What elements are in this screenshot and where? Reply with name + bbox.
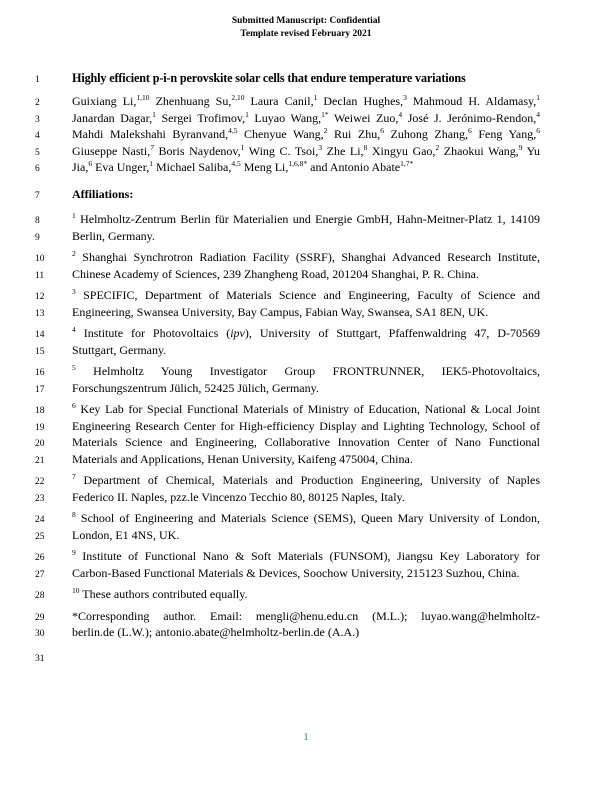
- page-number: 1: [303, 731, 309, 743]
- paragraph-affiliation-2: [35, 250, 612, 283]
- line-row: [35, 364, 612, 381]
- line-number: 5: [35, 147, 40, 158]
- line-text: $^2$ Shanghai Synchrotron Radiation Facility (SSRF), Shanghai Advanced Research Institute,: [72, 249, 540, 264]
- line-number: 18: [35, 406, 45, 416]
- line-text: Materials Science and Engineering, Collaborative Innovation Center of Nano Functional: [72, 435, 540, 449]
- line-text: Mahdi Malekshahi Byranvand,$^{4,5}$ Chenyue Wang,$^2$ Rui Zhu,$^6$ Zuhong Zhang,$^6$ Feng Yang,$^6$: [72, 126, 540, 141]
- line-text: Jia,$^6$ Eva Unger,$^1$ Michael Saliba,$^{4,5}$ Meng Li,$^{1,6,8*}$ and Antonio Abate$^{1,7*}$: [72, 159, 414, 174]
- line-row: [35, 326, 612, 343]
- line-number: 31: [35, 654, 45, 664]
- paragraph-equal-contribution-note: [35, 587, 612, 604]
- line-number: 2: [35, 98, 40, 108]
- line-number: 11: [35, 270, 45, 281]
- line-number: 24: [35, 515, 45, 525]
- paragraph-title: [35, 70, 612, 89]
- line-row: [35, 452, 612, 469]
- paragraph-corresponding-author: [35, 609, 612, 642]
- line-number: 29: [35, 612, 45, 623]
- line-row: [35, 587, 612, 604]
- line-number: 22: [35, 477, 45, 487]
- line-number: 8: [35, 216, 40, 226]
- header-line-1: Submitted Manuscript: Confidential: [231, 16, 381, 26]
- line-row: [35, 609, 612, 626]
- line-number: 17: [35, 384, 45, 395]
- paragraph-blank-line: [35, 647, 612, 667]
- document-body: [35, 70, 612, 667]
- line-number: 23: [35, 493, 45, 504]
- line-text: Giuseppe Nasti,$^7$ Boris Naydenov,$^1$ Wing C. Tsoi,$^3$ Zhe Li,$^8$ Xingyu Gao,$^2$ Zhaokui Wang,$^9$ Yu: [72, 142, 541, 158]
- line-text: $^{10}$ These authors contributed equally.: [72, 586, 248, 601]
- line-row: [35, 402, 612, 419]
- paragraph-affiliation-5: [35, 364, 612, 397]
- line-number: 28: [35, 591, 45, 601]
- line-row: [35, 305, 612, 322]
- line-text: London, E1 4NS, UK.: [72, 527, 180, 542]
- line-row: [35, 229, 612, 246]
- line-row: [35, 187, 612, 204]
- line-text: $^4$ Institute for Photovoltaics (ipv), University of Stuttgart, Pfaffenwaldring 47, D-70569: [72, 325, 541, 340]
- line-text: Stuttgart, Germany.: [72, 342, 167, 357]
- line-row: [35, 127, 612, 144]
- header-line-2: Template revised February 2021: [240, 29, 372, 39]
- line-number: 1: [35, 75, 40, 85]
- line-text: Federico II. Naples, pzz.le Vincenzo Tecchio 80, 80125 Naples, Italy.: [72, 489, 405, 504]
- line-text: Forschungszentrum Jülich, 52425 Jülich, Germany.: [72, 380, 319, 395]
- line-number: 27: [35, 569, 45, 580]
- line-text: Berlin, Germany.: [72, 228, 155, 243]
- paragraph-affiliations-heading: [35, 187, 612, 204]
- line-text: Affiliations:: [72, 186, 134, 201]
- line-row: [35, 473, 612, 490]
- line-text: Guixiang Li,$^{1,10}$ Zhenhuang Su,$^{2,10}$ Laura Canil,$^1$ Declan Hughes,$^3$ Mahmoud H. Aldamasy,$^1$: [72, 93, 541, 108]
- line-text: $^8$ School of Engineering and Materials Science (SEMS), Queen Mary University of London,: [72, 510, 540, 525]
- line-number: 6: [35, 164, 40, 174]
- line-number: 25: [35, 531, 45, 542]
- line-row: [35, 647, 612, 667]
- line-text: Engineering, Swansea University, Bay Campus, Fabian Way, Swansea, SA1 8EN, UK.: [72, 304, 489, 319]
- line-number: 4: [35, 131, 40, 141]
- line-number: 14: [35, 330, 45, 340]
- line-row: [35, 288, 612, 305]
- line-row: [35, 490, 612, 507]
- line-number: 16: [35, 368, 45, 378]
- line-text: Janardan Dagar,$^1$ Sergei Trofimov,$^1$ Luyao Wang,$^{1*}$ Weiwei Zuo,$^4$ José J. Jerónimo-Rendon,$^4$: [72, 109, 541, 125]
- line-number: 10: [35, 254, 45, 264]
- paragraph-affiliation-3: [35, 288, 612, 321]
- line-text: Engineering Research Center for High-efficiency Display and Lighting Technology, School of: [72, 418, 540, 433]
- line-row: [35, 94, 612, 111]
- line-text: Carbon-Based Functional Materials & Devices, Soochow University, 215123 Suzhou, China.: [72, 565, 520, 580]
- line-text: [72, 647, 540, 662]
- line-number: 26: [35, 553, 45, 563]
- line-number: 9: [35, 232, 40, 243]
- line-row: [35, 435, 612, 452]
- paragraph-affiliation-7: [35, 473, 612, 506]
- paragraph-affiliation-1: [35, 212, 612, 245]
- line-text: Chinese Academy of Sciences, 239 Zhangheng Road, 201204 Shanghai, P. R. China.: [72, 266, 479, 281]
- line-row: [35, 528, 612, 545]
- line-number: 30: [35, 629, 45, 639]
- line-number: 3: [35, 114, 40, 125]
- line-row: [35, 419, 612, 436]
- line-row: [35, 250, 612, 267]
- paragraph-affiliation-8: [35, 511, 612, 544]
- line-number: 15: [35, 346, 45, 357]
- line-row: [35, 144, 612, 161]
- line-text: berlin.de (L.W.); antonio.abate@helmholtz-berlin.de (A.A.): [72, 625, 360, 639]
- line-text: Materials and Applications, Henan University, Kaifeng 475004, China.: [72, 451, 413, 466]
- line-row: [35, 625, 612, 642]
- line-text: $^3$ SPECIFIC, Department of Materials Science and Engineering, Faculty of Science and: [72, 287, 540, 302]
- line-text: Highly efficient p-i-n perovskite solar cells that endure temperature variations: [72, 71, 466, 85]
- line-row: [35, 70, 612, 89]
- line-number: 13: [35, 308, 45, 319]
- line-row: [35, 343, 612, 360]
- line-text: $^1$ Helmholtz-Zentrum Berlin für Materialien und Energie GmbH, Hahn-Meitner-Platz 1, 14109: [72, 211, 540, 226]
- line-number: 21: [35, 455, 45, 466]
- paragraph-affiliation-4: [35, 326, 612, 359]
- line-number: 20: [35, 439, 45, 449]
- line-row: [35, 267, 612, 284]
- manuscript-header: [0, 0, 612, 41]
- paragraph-affiliation-6: [35, 402, 612, 468]
- line-row: [35, 111, 612, 128]
- line-text: $^5$ Helmholtz Young Investigator Group FRONTRUNNER, IEK5-Photovoltaics,: [72, 363, 540, 378]
- page-number-footer: [0, 731, 612, 743]
- line-number: 19: [35, 422, 45, 433]
- paragraph-affiliation-9: [35, 549, 612, 582]
- line-text: $^7$ Department of Chemical, Materials and Production Engineering, University of Naples: [72, 472, 540, 487]
- line-number: 12: [35, 292, 45, 302]
- line-row: [35, 160, 612, 177]
- line-text: *Corresponding author. Email: mengli@henu.edu.cn (M.L.); luyao.wang@helmholtz-: [72, 608, 540, 623]
- line-text: $^9$ Institute of Functional Nano & Soft Materials (FUNSOM), Jiangsu Key Laboratory for: [72, 548, 540, 563]
- line-row: [35, 212, 612, 229]
- line-row: [35, 381, 612, 398]
- line-row: [35, 511, 612, 528]
- paragraph-authors: [35, 94, 612, 177]
- line-row: [35, 549, 612, 566]
- line-text: $^6$ Key Lab for Special Functional Materials of Ministry of Education, National & Local Joint: [72, 401, 540, 416]
- line-row: [35, 566, 612, 583]
- line-number: 7: [35, 190, 40, 201]
